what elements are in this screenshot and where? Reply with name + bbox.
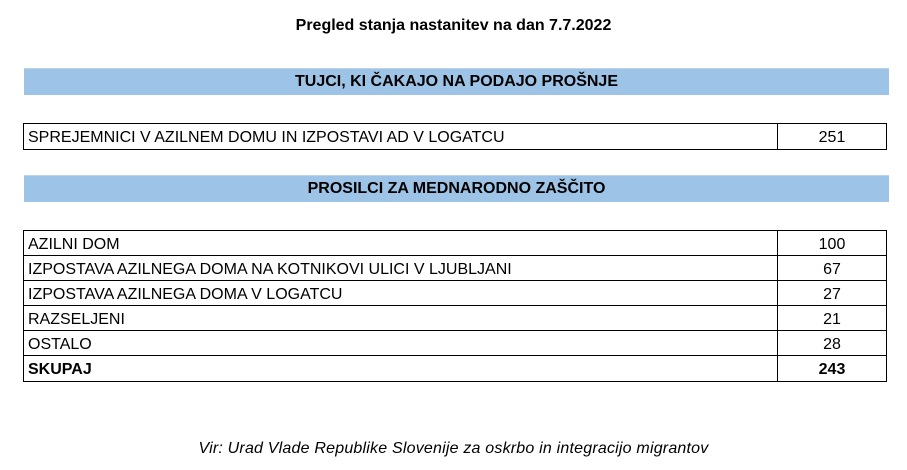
table-row (24, 281, 887, 306)
row-label: RAZSELJENI (24, 306, 778, 331)
table-row (24, 231, 887, 257)
total-label: SKUPAJ (24, 356, 778, 382)
applicants-table (23, 230, 887, 382)
row-label: IZPOSTAVA AZILNEGA DOMA NA KOTNIKOVI ULICI V LJUBLJANI (24, 256, 778, 281)
waiting-table (23, 123, 887, 150)
row-value: 28 (778, 331, 887, 356)
table-row (24, 331, 887, 356)
source-note: Vir: Urad Vlade Republike Slovenije za oskrbo in integracijo migrantov (198, 440, 709, 457)
row-value: 251 (778, 124, 887, 150)
section-heading-applicants: PROSILCI ZA MEDNARODNO ZAŠČITO (24, 175, 889, 202)
table-row (24, 306, 887, 331)
row-value: 100 (778, 231, 887, 257)
table-row (24, 124, 887, 150)
section-heading-waiting: TUJCI, KI ČAKAJO NA PODAJO PROŠNJE (24, 68, 889, 95)
row-label: IZPOSTAVA AZILNEGA DOMA V LOGATCU (24, 281, 778, 306)
row-label: OSTALO (24, 331, 778, 356)
row-value: 21 (778, 306, 887, 331)
row-label: AZILNI DOM (24, 231, 778, 257)
row-label: SPREJEMNICI V AZILNEM DOMU IN IZPOSTAVI AD V LOGATCU (24, 124, 778, 150)
page-title: Pregled stanja nastanitev na dan 7.7.2022 (295, 17, 612, 34)
total-row (24, 356, 887, 382)
row-value: 67 (778, 256, 887, 281)
row-value: 27 (778, 281, 887, 306)
table-row (24, 256, 887, 281)
total-value: 243 (778, 356, 887, 382)
